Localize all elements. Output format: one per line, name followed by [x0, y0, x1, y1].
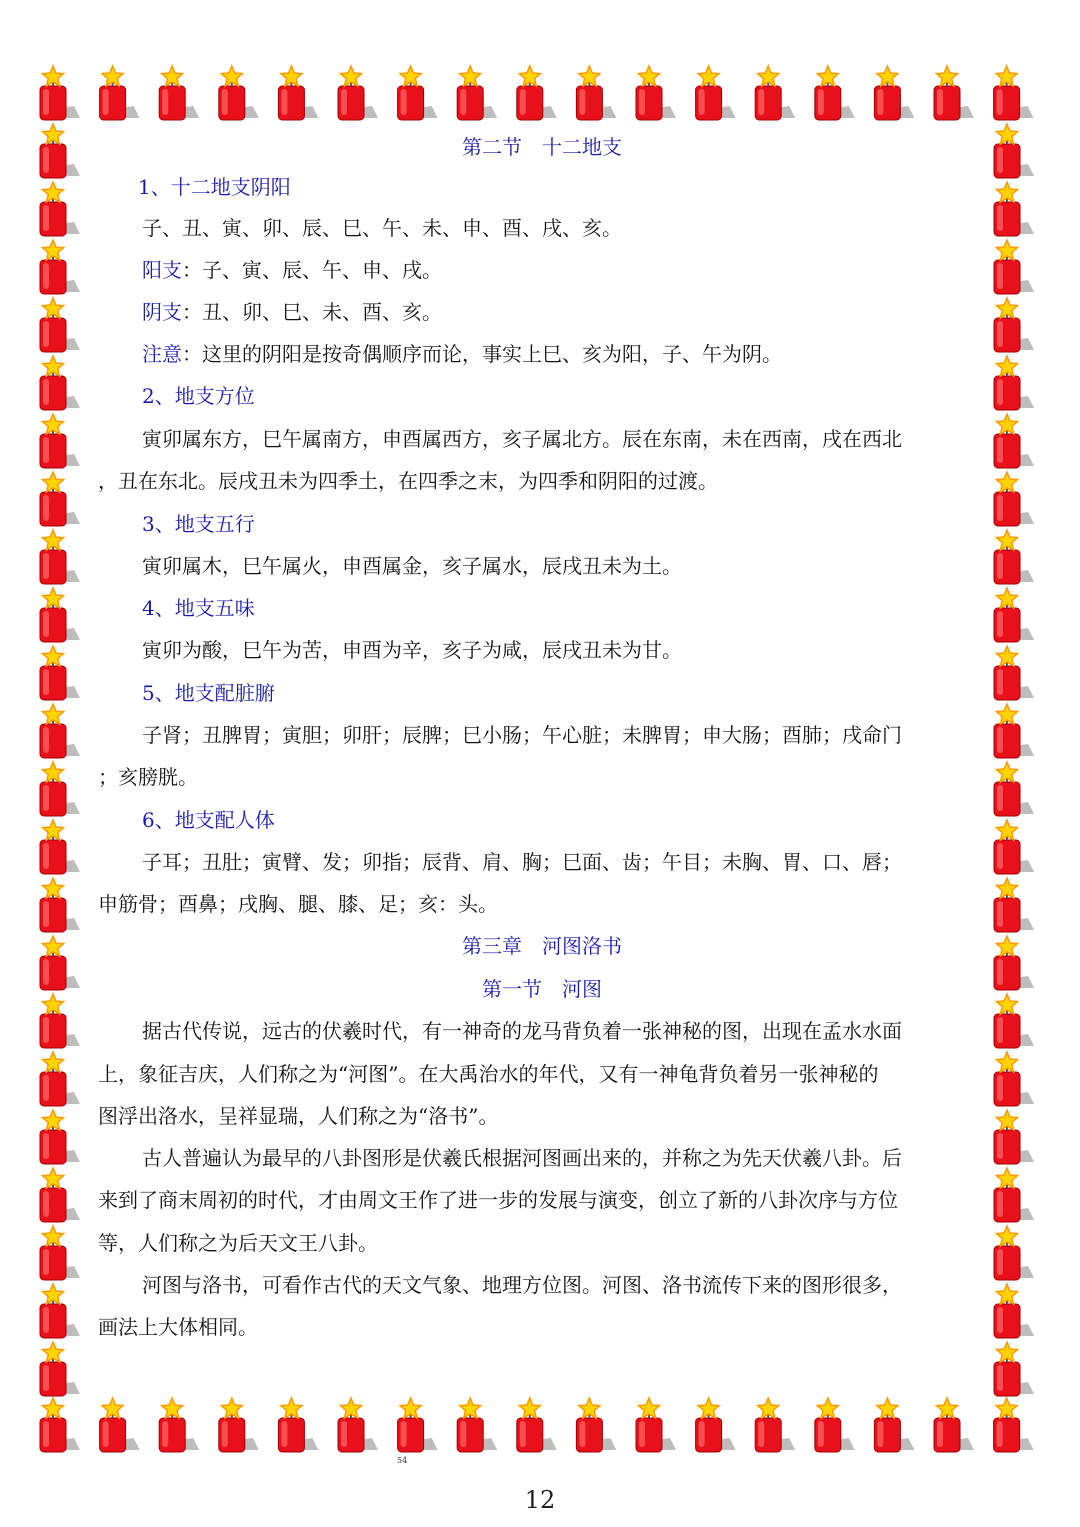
firecracker-icon: [457, 66, 497, 120]
note: [142, 341, 782, 367]
firecracker-icon: [338, 1398, 378, 1452]
yin-text: ：丑、卯、巳、未、酉、亥。: [182, 300, 442, 324]
firecracker-icon: [40, 762, 80, 816]
firecracker-icon: [994, 530, 1034, 584]
page-number: 12: [524, 1486, 556, 1514]
section-heading-5: 5、地支配脏腑: [142, 681, 275, 705]
firecracker-icon: [994, 820, 1034, 874]
hetu-p2-line-1: 古人普遍认为最早的八卦图形是伏羲氏根据河图画出来的，并称之为先天伏羲八卦。后: [142, 1146, 902, 1170]
firecracker-icon: [815, 66, 855, 120]
yang-label: 阳支: [142, 258, 182, 282]
firecracker-icon: [934, 1398, 974, 1452]
yin-branches: [142, 299, 442, 325]
branch-list: 子、丑、寅、卯、辰、巳、午、未、申、酉、戌、亥。: [142, 216, 622, 240]
yang-branches: [142, 257, 442, 283]
note-label: 注意: [142, 342, 182, 366]
firecracker-icon: [696, 66, 736, 120]
firecracker-icon: [40, 878, 80, 932]
firecracker-icon: [994, 704, 1034, 758]
firecracker-icon: [40, 182, 80, 236]
firecracker-icon: [40, 994, 80, 1048]
firecracker-icon: [934, 66, 974, 120]
firecracker-icon: [994, 240, 1034, 294]
hetu-p1-line-3: 图浮出洛水，呈祥显瑞，人们称之为“洛书”。: [98, 1104, 499, 1128]
section-heading-4: 4、地支五味: [142, 596, 255, 620]
firecracker-icon: [994, 936, 1034, 990]
firecracker-icon: [40, 1168, 80, 1222]
hetu-p3-line-2: 画法上大体相同。: [98, 1315, 258, 1339]
firecracker-icon: [40, 704, 80, 758]
hetu-p1-line-2: 上，象征吉庆，人们称之为“河图”。在大禹治水的年代，又有一神龟背负着另一张神秘的: [98, 1062, 879, 1086]
firecracker-icon: [159, 66, 199, 120]
firecracker-icon: [994, 298, 1034, 352]
small-page-number: 54: [397, 1456, 408, 1465]
firecracker-icon: [40, 1398, 80, 1452]
firecracker-icon: [278, 66, 318, 120]
firecracker-icon: [40, 298, 80, 352]
firecracker-icon: [994, 1398, 1034, 1452]
hetu-p2-line-3: 等，人们称之为后天文王八卦。: [98, 1231, 378, 1255]
chapter-title: 第三章 河图洛书: [462, 934, 622, 958]
firecracker-icon: [219, 66, 259, 120]
firecracker-icon: [994, 1052, 1034, 1106]
body-parts-line-2: 申筋骨；酉鼻；戌胸、腿、膝、足；亥：头。: [98, 892, 498, 916]
firecracker-icon: [994, 1226, 1034, 1280]
section-heading-6: 6、地支配人体: [142, 808, 275, 832]
firecracker-icon: [994, 66, 1034, 120]
firecracker-icon: [636, 66, 676, 120]
section-heading-1: 1、十二地支阴阳: [138, 175, 291, 199]
firecracker-icon: [994, 588, 1034, 642]
firecracker-icon: [994, 1168, 1034, 1222]
firecracker-icon: [755, 66, 795, 120]
firecracker-icon: [40, 356, 80, 410]
firecracker-icon: [755, 1398, 795, 1452]
firecracker-icon: [40, 1284, 80, 1338]
hetu-p2-line-2: 来到了商末周初的时代，才由周文王作了进一步的发展与演变，创立了新的八卦次序与方位: [98, 1188, 898, 1212]
firecracker-icon: [398, 1398, 438, 1452]
firecracker-icon: [576, 66, 616, 120]
firecracker-icon: [517, 1398, 557, 1452]
section-heading-2: 2、地支方位: [142, 384, 255, 408]
note-text: ：这里的阴阳是按奇偶顺序而论，事实上巳、亥为阳，子、午为阴。: [182, 342, 782, 366]
firecracker-icon: [994, 1342, 1034, 1396]
firecracker-icon: [576, 1398, 616, 1452]
firecracker-icon: [338, 66, 378, 120]
firecracker-icon: [40, 1342, 80, 1396]
firecracker-icon: [994, 414, 1034, 468]
body-parts-line-1: 子耳；丑肚；寅臂、发；卯指；辰背、肩、胸；巳面、齿；午目；未胸、胃、口、唇；: [142, 850, 902, 874]
firecracker-icon: [517, 66, 557, 120]
firecracker-icon: [994, 762, 1034, 816]
firecracker-icon: [278, 1398, 318, 1452]
yang-text: ：子、寅、辰、午、申、戌。: [182, 258, 442, 282]
firecracker-icon: [994, 472, 1034, 526]
firecracker-icon: [815, 1398, 855, 1452]
firecracker-icon: [994, 1284, 1034, 1338]
yin-label: 阴支: [142, 300, 182, 324]
firecracker-icon: [696, 1398, 736, 1452]
firecracker-icon: [994, 1110, 1034, 1164]
firecracker-icon: [40, 472, 80, 526]
firecracker-icon: [40, 646, 80, 700]
five-tastes-line: 寅卯为酸，巳午为苦，申酉为辛，亥子为咸，辰戌丑未为甘。: [142, 638, 682, 662]
firecracker-icon: [40, 414, 80, 468]
firecracker-icon: [636, 1398, 676, 1452]
firecracker-icon: [874, 1398, 914, 1452]
firecracker-icon: [219, 1398, 259, 1452]
firecracker-icon: [40, 588, 80, 642]
firecracker-icon: [40, 936, 80, 990]
firecracker-icon: [40, 124, 80, 178]
firecracker-icon: [40, 1226, 80, 1280]
firecracker-icon: [40, 1110, 80, 1164]
organs-line-2: ；亥膀胱。: [98, 765, 198, 789]
firecracker-icon: [398, 66, 438, 120]
firecracker-icon: [994, 356, 1034, 410]
directions-line-1: 寅卯属东方，巳午属南方，申酉属西方，亥子属北方。辰在东南，未在西南，戌在西北: [142, 427, 902, 451]
firecracker-icon: [159, 1398, 199, 1452]
firecracker-icon: [457, 1398, 497, 1452]
firecracker-icon: [40, 820, 80, 874]
firecracker-icon: [40, 1052, 80, 1106]
firecracker-icon: [994, 646, 1034, 700]
firecracker-icon: [994, 878, 1034, 932]
firecracker-icon: [874, 66, 914, 120]
hetu-p1-line-1: 据古代传说，远古的伏羲时代，有一神奇的龙马背负着一张神秘的图，出现在孟水水面: [142, 1019, 902, 1043]
firecracker-icon: [40, 240, 80, 294]
firecracker-icon: [994, 182, 1034, 236]
firecracker-icon: [994, 124, 1034, 178]
organs-line-1: 子肾；丑脾胃；寅胆；卯肝；辰脾；巳小肠；午心脏；未脾胃；申大肠；酉肺；戌命门: [142, 723, 902, 747]
firecracker-icon: [994, 994, 1034, 1048]
firecracker-icon: [40, 530, 80, 584]
subsection-title: 第一节 河图: [482, 977, 602, 1001]
firecracker-icon: [100, 66, 140, 120]
five-elements-line: 寅卯属木，巳午属火，申酉属金，亥子属水，辰戌丑未为土。: [142, 554, 682, 578]
section-heading-3: 3、地支五行: [142, 512, 255, 536]
hetu-p3-line-1: 河图与洛书，可看作古代的天文气象、地理方位图。河图、洛书流传下来的图形很多，: [142, 1273, 902, 1297]
section-title: 第二节 十二地支: [462, 135, 622, 159]
firecracker-icon: [100, 1398, 140, 1452]
directions-line-2: ，丑在东北。辰戌丑未为四季土，在四季之末，为四季和阴阳的过渡。: [98, 469, 718, 493]
firecracker-icon: [40, 66, 80, 120]
